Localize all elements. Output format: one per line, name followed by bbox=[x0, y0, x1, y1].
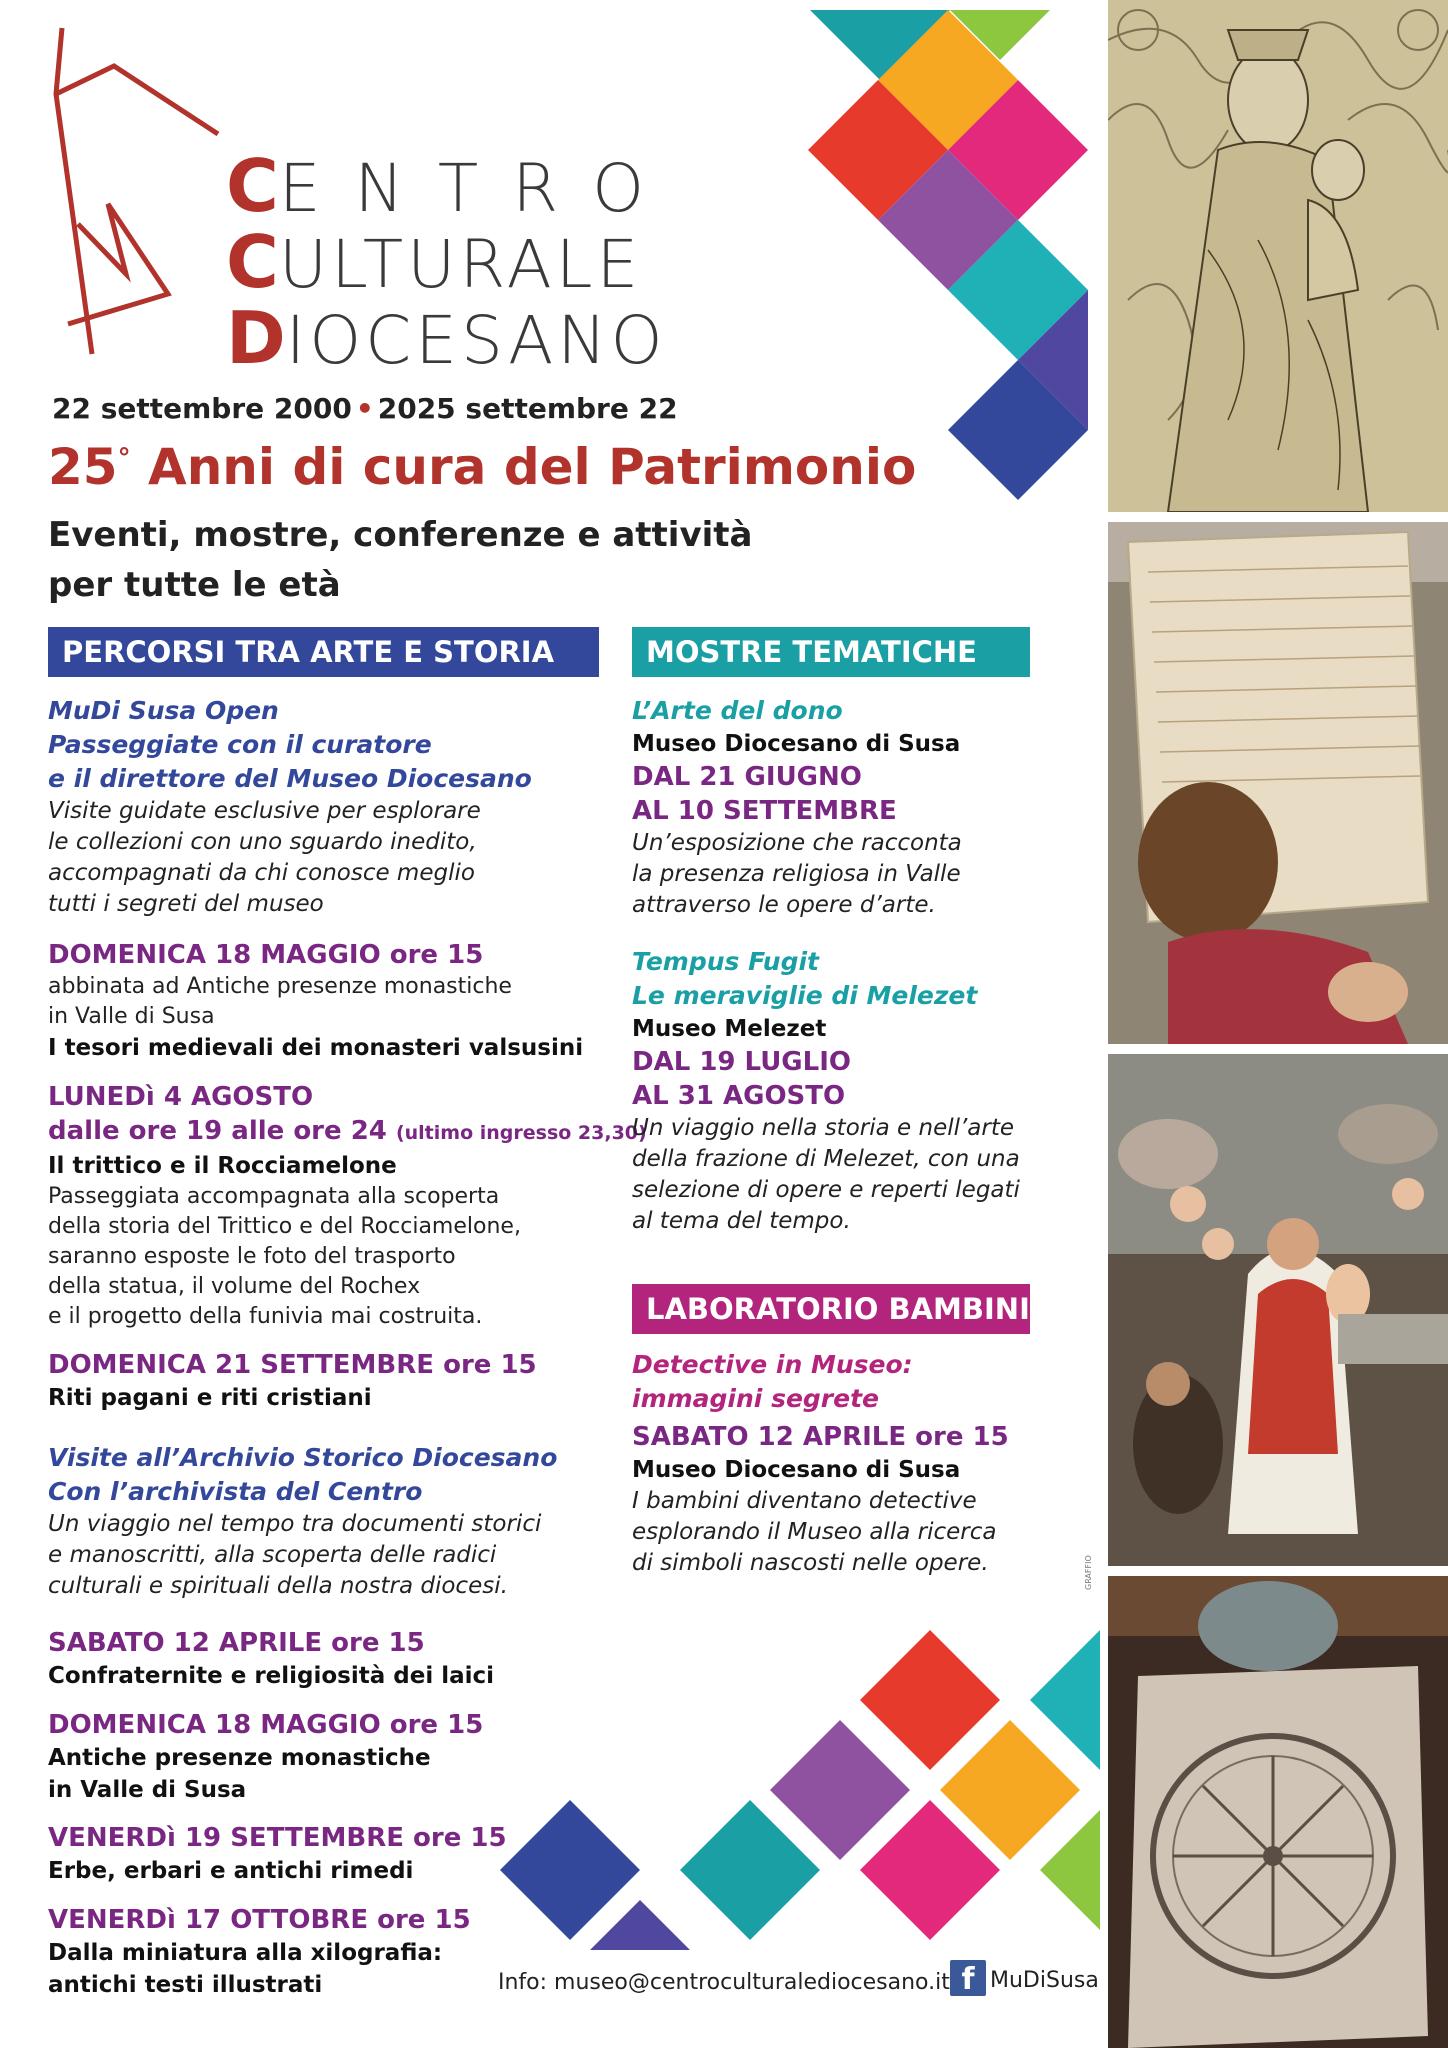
logo-line-culturale: CULTURALE bbox=[226, 220, 643, 304]
photo-antique-clock bbox=[1108, 1576, 1448, 2048]
event-3: DOMENICA 21 SETTEMBRE ore 15 Riti pagani e riti cristiani bbox=[48, 1350, 537, 1411]
event-4: SABATO 12 APRILE ore 15 Confraternite e religiosità dei laici bbox=[48, 1628, 495, 1689]
logo-mark bbox=[48, 24, 228, 384]
logo-line-centro: CENTRO bbox=[226, 144, 679, 228]
logo-line-diocesano: DIOCESANO bbox=[226, 296, 667, 380]
event-7: VENERDì 17 OTTOBRE ore 15 Dalla miniatura alla xilografia: antichi testi illustrati bbox=[48, 1905, 471, 1998]
facebook-icon[interactable]: f bbox=[950, 1960, 986, 1996]
mudi-block: MuDi Susa Open Passeggiate con il curatore e il direttore del Museo Diocesano Visite guidate esclusive per esplorare le collezioni con uno sguardo inedito, accompagnati da chi conosce meglio tutti i segreti del museo bbox=[48, 696, 532, 917]
archivio-block: Visite all’Archivio Storico Diocesano Con l’archivista del Centro Un viaggio nel tempo tra documenti storici e manoscritti, alla scoperta delle radici culturali e spirituali della nostra diocesi. bbox=[48, 1443, 558, 1599]
section-heading-mostre: MOSTRE TEMATICHE bbox=[632, 627, 1030, 677]
credit-label: GRAFFIO bbox=[1084, 1555, 1093, 1590]
photo-child-with-manuscript bbox=[1108, 522, 1448, 1044]
page-subtitle: Eventi, mostre, conferenze e attività per tutte le età bbox=[48, 515, 753, 605]
anniversary-dates: 22 settembre 2000 • 2025 settembre 22 bbox=[52, 392, 678, 425]
event-5: DOMENICA 18 MAGGIO ore 15 Antiche presenze monastiche in Valle di Susa bbox=[48, 1710, 484, 1803]
section-heading-percorsi: PERCORSI TRA ARTE E STORIA bbox=[48, 627, 599, 677]
laboratorio-block: Detective in Museo: immagini segrete SABATO 12 APRILE ore 15 Museo Diocesano di Susa I bambini diventano detective esplorando il Museo alla ricerca di simboli nascosti nelle opere. bbox=[632, 1350, 1009, 1576]
event-1: DOMENICA 18 MAGGIO ore 15 abbinata ad Antiche presenze monastiche in Valle di Susa I tesori medievali dei monasteri valsusini bbox=[48, 940, 584, 1061]
section-heading-laboratorio: LABORATORIO BAMBINI bbox=[632, 1284, 1030, 1334]
photo-madonna-engraving bbox=[1108, 0, 1448, 512]
mostra-2: Tempus Fugit Le meraviglie di Melezet Museo Melezet DAL 19 LUGLIO AL 31 AGOSTO Un viaggio nella storia e nell’arte della frazione di Melezet, con una selezione di opere e reperti legati al tema del tempo. bbox=[632, 947, 1020, 1234]
facebook-handle[interactable]: MuDiSusa bbox=[990, 1968, 1099, 1993]
event-2: LUNEDì 4 AGOSTO dalle ore 19 alle ore 24 (ultimo ingresso 23,30) Il trittico e il Rocciamelone Passeggiata accompagnata alla scoperta della storia del Trittico e del Rocciamelone, saranno esposte le foto del trasporto della statua, il volume del Rochex e il progetto della funivia mai costruita. bbox=[48, 1082, 647, 1329]
mostra-1: L’Arte del dono Museo Diocesano di Susa DAL 21 GIUGNO AL 10 SETTEMBRE Un’esposizione che racconta la presenza religiosa in Valle attraverso le opere d’arte. bbox=[632, 696, 962, 918]
photo-painting-saint bbox=[1108, 1054, 1448, 1566]
event-6: VENERDì 19 SETTEMBRE ore 15 Erbe, erbari e antichi rimedi bbox=[48, 1823, 507, 1884]
page-title: 25° Anni di cura del Patrimonio bbox=[48, 438, 917, 496]
contact-email[interactable]: Info: museo@centroculturalediocesano.it bbox=[498, 1970, 950, 1995]
decorative-diamonds-bottom bbox=[500, 1620, 1100, 1950]
